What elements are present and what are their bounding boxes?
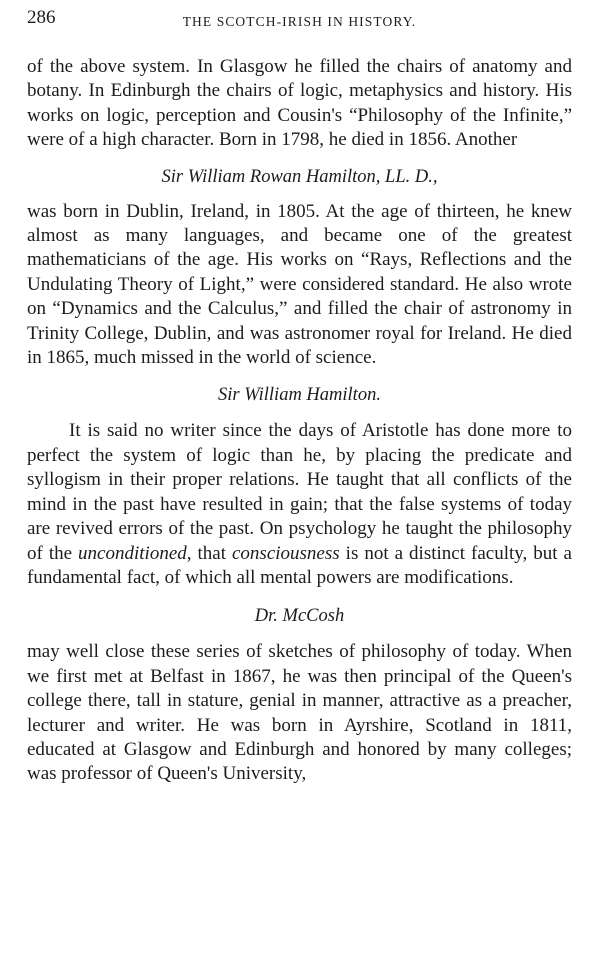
- italic-unconditioned: unconditioned,: [78, 542, 192, 564]
- heading-mccosh: Dr. McCosh: [254, 606, 345, 627]
- page-body: [27, 55, 572, 787]
- paragraph-rowan-hamilton: was born in Dublin, Ireland, in 1805. At the age of thirteen, he knew almost as many languages, and became one of the greatest mathematicians of the age. His works on “Rays, Reflections and the Undulating Theory of Light,” were considered standard. He also wrote on “Dynamics and the Calculus,” and filled the chair of astronomy in Trinity College, Dublin, and was astronomer royal for Ireland. He died in 1865, much missed in the world of science.: [27, 200, 572, 369]
- italic-consciousness: consciousness: [232, 542, 340, 564]
- text-span: It is said no writer since the days of Aristotle has done more to perfect the system of logic than he, by placing the predicate and syllogism in their proper relations. He taught that all conflicts of the mind in the past have resulted in gain; that the false systems of today are revived errors of the past. On psychology he taught the philosophy of the: [27, 420, 572, 564]
- paragraph-hamilton-continued: of the above system. In Glasgow he filled the chairs of anatomy and botany. In Edinburgh the chairs of logic, metaphysics and history. His works on logic, perception and Cousin's “Philosophy of the Infinite,” were of a high character. Born in 1798, he died in 1856. Another: [27, 56, 572, 151]
- text-span: that: [191, 542, 232, 564]
- text-span: is not a distinct faculty, but a fundamental fact, of which all mental powers are modifications.: [27, 542, 572, 588]
- paragraph-mccosh: may well close these series of sketches of philosophy of today. When we first met at Belfast in 1867, he was then principal of the Queen's college there, tall in stature, genial in manner, attractive as a preacher, lecturer and writer. He was born in Ayrshire, Scotland in 1811, educated at Glasgow and Edinburgh and honored by many colleges; was professor of Queen's University,: [27, 641, 572, 785]
- heading-william-hamilton: Sir William Hamilton.: [218, 385, 381, 406]
- running-title: THE SCOTCH-IRISH IN HISTORY.: [182, 14, 417, 29]
- page-header: [27, 4, 572, 34]
- page-number: 286: [27, 7, 56, 28]
- paragraph-william-hamilton: [27, 419, 572, 590]
- heading-rowan-hamilton: Sir William Rowan Hamilton, LL. D.,: [161, 166, 438, 187]
